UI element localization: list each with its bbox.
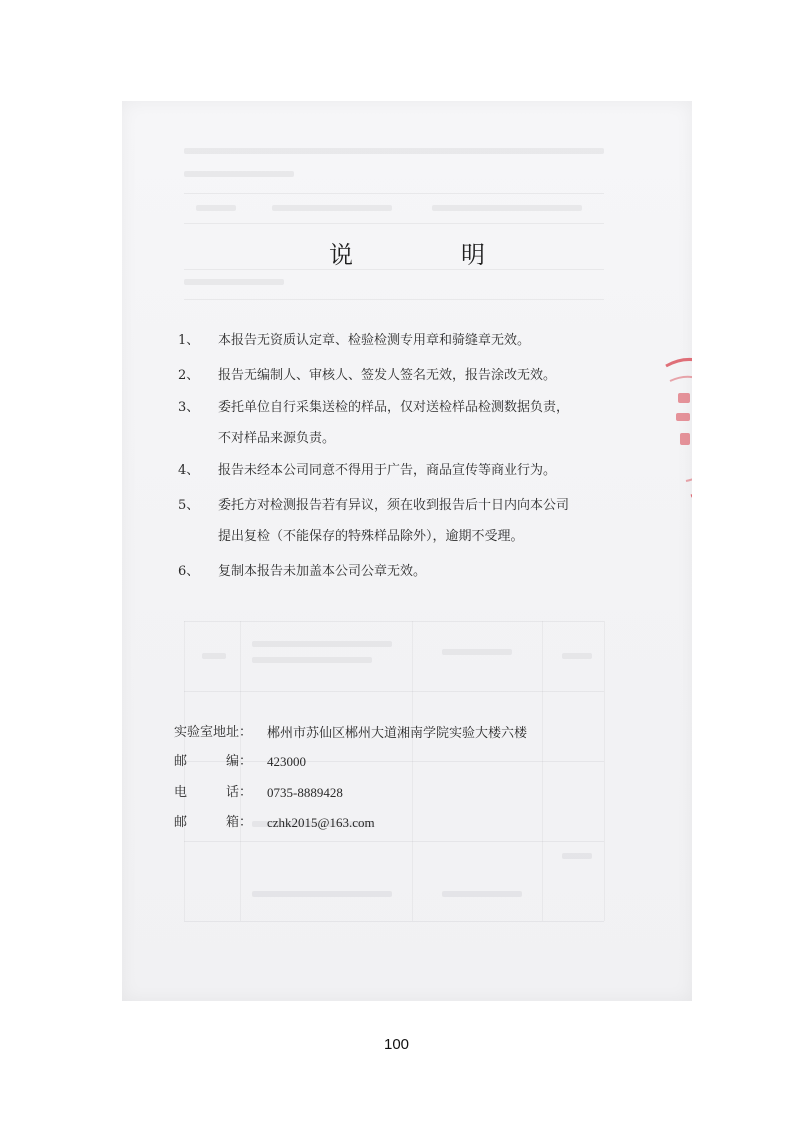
seal-stamp-icon — [656, 351, 692, 501]
notice-text-continued: 提出复检（不能保存的特殊样品除外），逾期不受理。 — [218, 529, 524, 544]
document-title: 说 明 — [329, 241, 527, 269]
notice-text: 报告未经本公司同意不得用于广告，商品宣传等商业行为。 — [218, 463, 557, 478]
contact-label: 实验室地址： — [174, 725, 253, 740]
notice-text: 委托方对检测报告若有异议，须在收到报告后十日内向本公司 — [218, 498, 570, 513]
notice-number: 4、 — [178, 463, 200, 478]
contact-label: 邮 编： — [174, 754, 253, 769]
notice-text: 本报告无资质认定章、检验检测专用章和骑缝章无效。 — [218, 333, 531, 348]
notice-number: 1、 — [178, 333, 200, 348]
page-number: 100 — [383, 1036, 410, 1053]
notice-text: 报告无编制人、审核人、签发人签名无效，报告涂改无效。 — [218, 368, 557, 383]
contact-label: 邮 箱： — [174, 815, 253, 830]
notice-number: 6、 — [178, 564, 200, 579]
contact-value: 0735-8889428 — [267, 785, 343, 800]
contact-value: 423000 — [267, 754, 306, 769]
notice-text: 委托单位自行采集送检的样品，仅对送检样品检测数据负责， — [218, 400, 570, 415]
notice-text: 复制本报告未加盖本公司公章无效。 — [218, 564, 427, 579]
notice-number: 2、 — [178, 368, 200, 383]
contact-value: czhk2015@163.com — [267, 815, 375, 830]
notice-text-continued: 不对样品来源负责。 — [218, 431, 336, 446]
contact-label: 电 话： — [174, 785, 253, 800]
contact-value: 郴州市苏仙区郴州大道湘南学院实验大楼六楼 — [267, 725, 528, 740]
notice-number: 3、 — [178, 400, 200, 415]
notice-number: 5、 — [178, 498, 200, 513]
scanned-page — [122, 101, 692, 1001]
